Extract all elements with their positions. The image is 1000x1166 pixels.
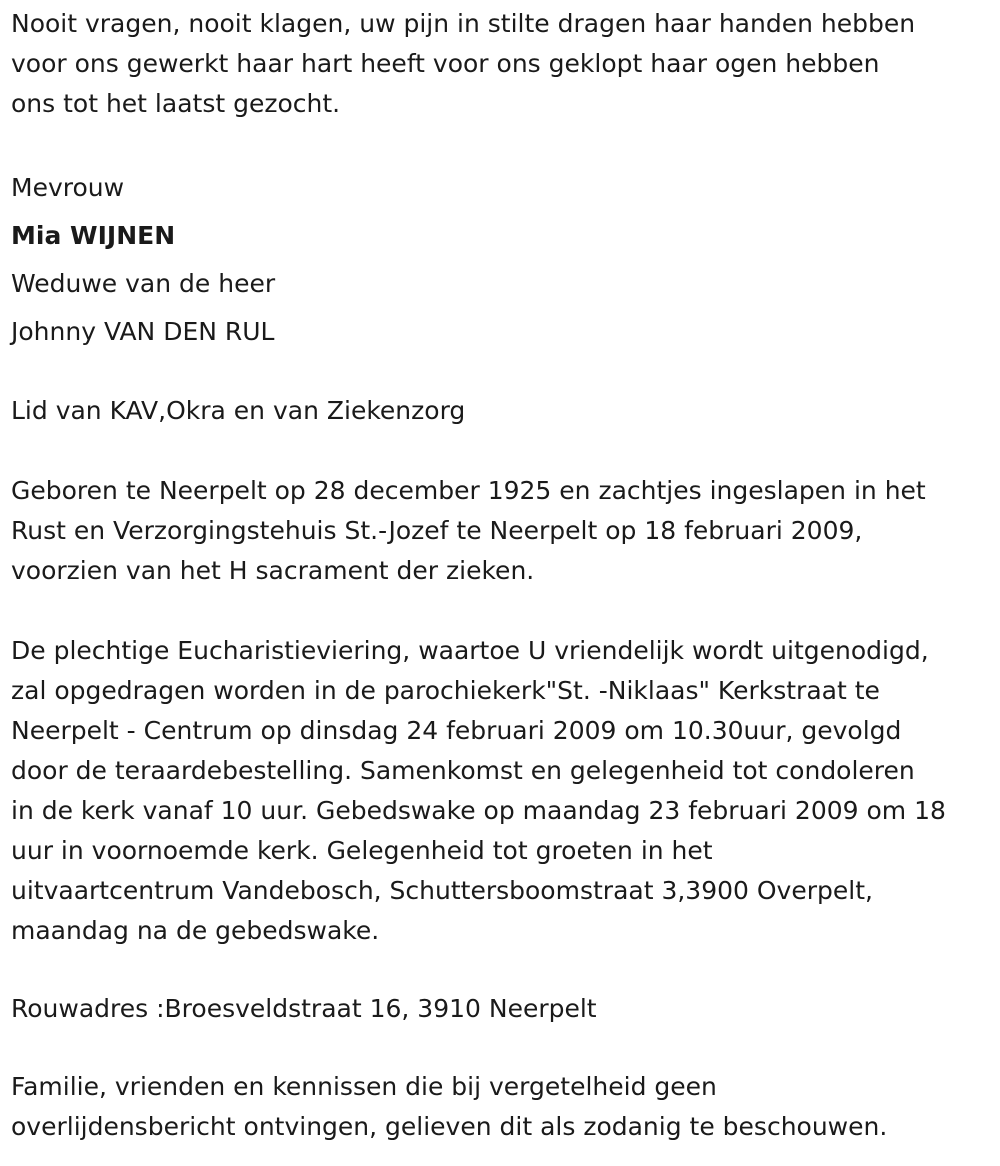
ceremony-paragraph: De plechtige Eucharistieviering, waartoe U vriendelijk wordt uitgenodigd, zal opgedragen worden in de parochiekerk"St. -Niklaas" Kerkstraat te Neerpelt - Centrum op dinsdag 24 februari 2009 om 10.30uur, gevolgd door de teraardebestelling. Samenkomst en gelegenheid tot condoleren in de kerk vanaf 10 uur. Gebedswake op maandag 23 februari 2009 om 18 uur in voornoemde kerk. Gelegenheid tot groeten in het uitvaartcentrum Vandebosch, Schuttersboomstraat 3,3900 Overpelt, maandag na de gebedswake. — [11, 636, 946, 945]
widow-of-label: Weduwe van de heer — [11, 269, 276, 298]
birth-death-paragraph: Geboren te Neerpelt op 28 december 1925 en zachtjes ingeslapen in het Rust en Verzorgingstehuis St.-Jozef te Neerpelt op 18 februari 2009, voorzien van het H sacrament der zieken. — [11, 476, 926, 585]
salutation: Mevrouw — [11, 173, 125, 202]
opening-poem: Nooit vragen, nooit klagen, uw pijn in stilte dragen haar handen hebben voor ons gewerkt haar hart heeft voor ons geklopt haar ogen hebben ons tot het laatst gezocht. — [11, 9, 916, 118]
obituary-document — [11, 4, 996, 1147]
closing-note: Familie, vrienden en kennissen die bij vergetelheid geen overlijdensbericht ontvingen, gelieven dit als zodanig te beschouwen. — [11, 1072, 888, 1141]
deceased-name: Mia WIJNEN — [11, 221, 176, 250]
mourning-address: Rouwadres :Broesveldstraat 16, 3910 Neerpelt — [11, 994, 597, 1023]
spouse-name: Johnny VAN DEN RUL — [11, 317, 275, 346]
membership-text: Lid van KAV,Okra en van Ziekenzorg — [11, 396, 466, 425]
